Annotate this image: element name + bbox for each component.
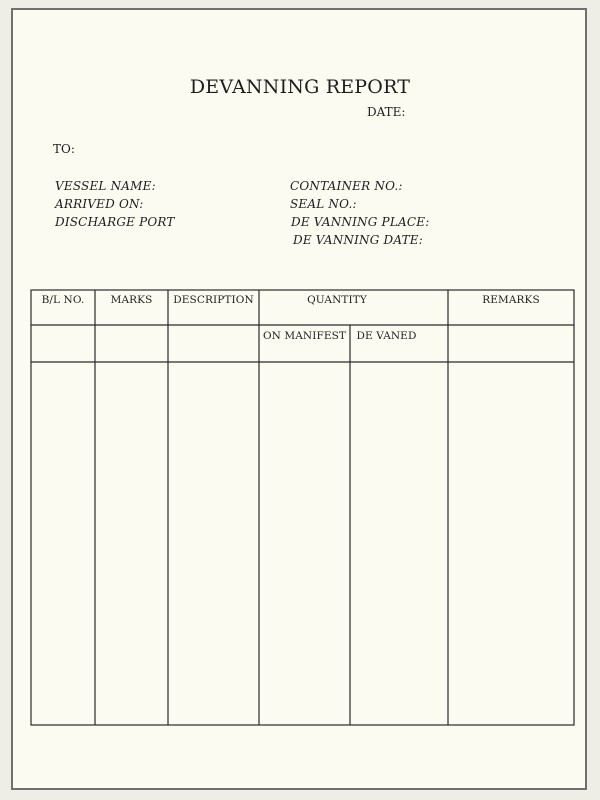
column-header-description: DESCRIPTION [173,294,254,306]
page-title: DEVANNING REPORT [189,76,411,98]
to-label: TO: [53,142,75,156]
subcolumn-header-on-manifest: ON MANIFEST [262,330,347,342]
vessel-name-label: VESSEL NAME: [55,179,156,193]
report-table-grid [13,10,589,792]
column-header-quantity: QUANTITY [307,294,367,306]
container-no-label: CONTAINER NO.: [290,179,403,193]
devanning-place-label: DE VANNING PLACE: [291,215,430,229]
column-header-bl-no: B/L NO. [41,294,85,306]
discharge-port-label: DISCHARGE PORT [55,215,175,229]
report-sheet [11,8,587,790]
seal-no-label: SEAL NO.: [290,197,357,211]
devanning-date-label: DE VANNING DATE: [293,233,423,247]
table-outline [31,290,574,725]
column-header-marks: MARKS [110,294,153,306]
column-header-remarks: REMARKS [482,294,540,306]
date-label: DATE: [367,105,406,119]
subcolumn-header-de-vaned: DE VANED [356,330,417,342]
arrived-on-label: ARRIVED ON: [55,197,144,211]
